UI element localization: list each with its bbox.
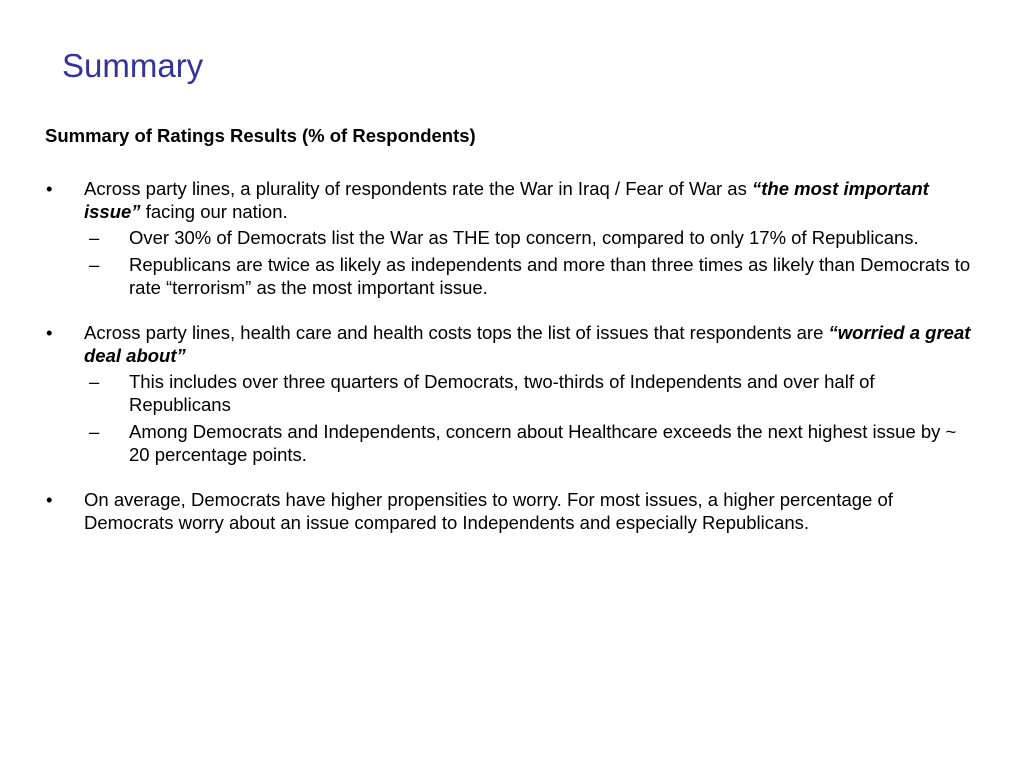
subbullet-marker: – — [89, 227, 100, 248]
bullet-marker: • — [46, 322, 53, 343]
bullet-list — [45, 177, 975, 556]
subbullet-item — [84, 370, 975, 416]
bullet-marker: • — [46, 489, 53, 510]
subbullet-item — [84, 420, 975, 466]
subbullet-list — [84, 370, 975, 466]
bullet-text-after: facing our nation. — [140, 201, 288, 222]
subheading: Summary of Ratings Results (% of Respondents) — [45, 125, 476, 146]
bullet-emphasis: “worried a great deal about” — [84, 322, 971, 366]
bullet-text: Across party lines, health care and health costs tops the list of issues that respondents are — [84, 322, 829, 343]
bullet-marker: • — [46, 178, 53, 199]
subbullet-item — [84, 253, 975, 299]
subbullet-text: Over 30% of Democrats list the War as THE top concern, compared to only 17% of Republicans. — [129, 227, 919, 248]
slide-title: Summary — [62, 47, 204, 84]
subbullet-list — [84, 226, 975, 299]
subbullet-text: Among Democrats and Independents, concern about Healthcare exceeds the next highest issue by ~ 20 percentage points. — [129, 421, 957, 465]
subbullet-marker: – — [89, 254, 100, 275]
bullet-emphasis: “the most important issue” — [84, 178, 929, 222]
bullet-item — [45, 488, 975, 534]
subbullet-marker: – — [89, 421, 100, 442]
bullet-item — [45, 177, 975, 299]
bullet-item — [45, 321, 975, 466]
subbullet-item — [84, 226, 975, 249]
bullet-text: Across party lines, a plurality of respondents rate the War in Iraq / Fear of War as — [84, 178, 752, 199]
bullet-text: On average, Democrats have higher propensities to worry. For most issues, a higher percentage of Democrats worry about an issue compared to Independents and especially Republicans. — [84, 489, 893, 533]
subbullet-marker: – — [89, 371, 100, 392]
subbullet-text: This includes over three quarters of Democrats, two-thirds of Independents and over half of Republicans — [129, 371, 875, 415]
subbullet-text: Republicans are twice as likely as independents and more than three times as likely than Democrats to rate “terrorism” as the most important issue. — [129, 254, 971, 298]
